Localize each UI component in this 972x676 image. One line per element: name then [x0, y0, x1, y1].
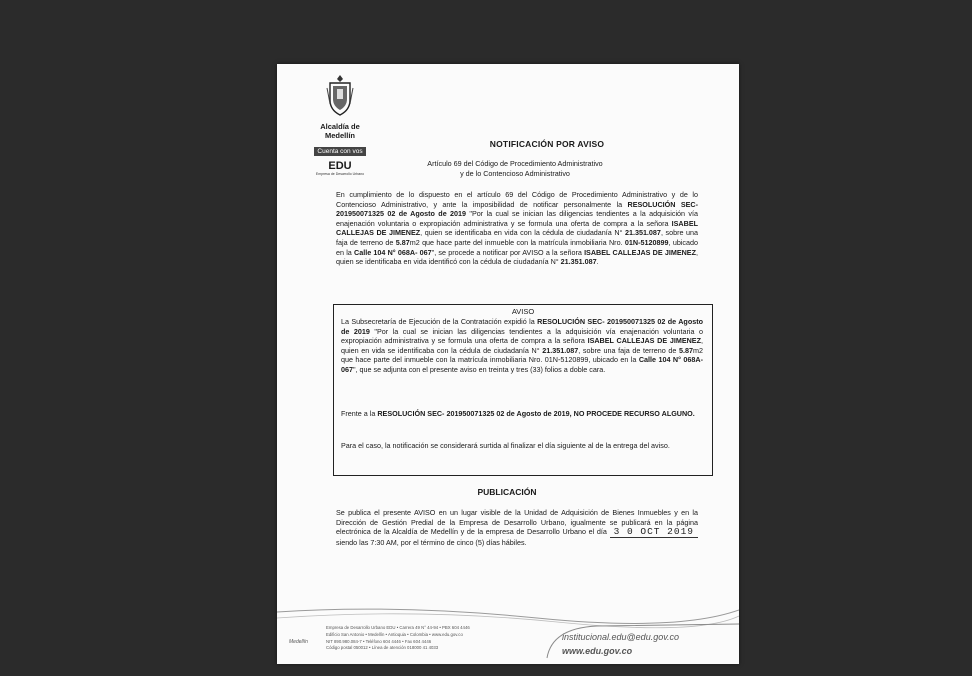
footer-address-line: Código postal 050012 • Línea de atención 018000 41 4033	[326, 645, 439, 651]
text-run: "Por la cual se inician las diligencias tendientes a la adquisición vía enajenación voluntaria o expropiación administrativa y se formula una oferta de compra a la señora	[341, 326, 703, 346]
bold-text-run: ISABEL CALLEJAS DE JIMENEZ	[587, 336, 701, 346]
bold-text-run: Calle 104 N° 068A- 067	[354, 247, 432, 257]
legal-reference	[385, 159, 645, 179]
text-run: m2 que hace parte del inmueble con la matrícula inmobiliaria Nro.	[409, 237, 625, 247]
text-run: Frente a la	[341, 409, 378, 418]
text-run: , quien en vida se identificaba con la cédula de ciudadanía N°	[341, 336, 703, 355]
bold-text-run: RESOLUCIÓN SEC- 201950071325 02 de Agosto de 2019, NO PROCEDE RECURSO ALGUNO.	[377, 409, 695, 418]
edu-subtitle: Empresa de Desarrollo Urbano	[315, 172, 365, 176]
bold-text-run: Calle 104 N° 068A- 067	[341, 355, 703, 374]
text-run: ", que se adjunta con el presente aviso en treinta y tres (33) folios a doble cara.	[353, 364, 606, 374]
bold-text-run: 21.351.087	[542, 345, 579, 355]
footer-address	[326, 625, 526, 652]
publication-text-end: siendo las 7:30 AM, por el término de cinco (5) días hábiles.	[336, 537, 527, 547]
footer-website-link[interactable]: www.edu.gov.co	[562, 646, 633, 656]
bold-text-run: 5.87	[679, 345, 693, 355]
aviso-paragraph	[341, 317, 703, 375]
aviso-recurso-paragraph	[341, 409, 703, 419]
text-run: En cumplimiento de lo dispuesto en el artículo 69 del Código de Procedimiento Administrativo y de lo Contencioso Administrativo, y ante la imposibilidad de notificar personalmente la	[336, 190, 698, 209]
publication-title: PUBLICACIÓN	[477, 487, 537, 497]
footer-address-line: NIT 890.980.084-7 • Teléfono 604 4446 • Fax 604 4446	[326, 638, 432, 644]
bold-text-run: RESOLUCIÓN SEC- 201950071325 02 de Agosto de 2019	[341, 317, 703, 336]
coat-of-arms-icon	[325, 74, 355, 116]
footer-small-logo: Medellín	[289, 639, 308, 645]
publication-paragraph	[336, 508, 698, 547]
bold-text-run: 01N-5120899	[624, 237, 669, 247]
aviso-title: AVISO	[511, 307, 535, 316]
bold-text-run: 21.351.087	[624, 228, 661, 238]
aviso-notification-paragraph	[341, 441, 703, 451]
text-run: , ubicado en la	[336, 237, 699, 257]
bold-text-run: 5.87	[395, 237, 410, 247]
text-run: , sobre una faja de terreno de	[336, 228, 698, 247]
org-slogan: Cuenta con vos	[314, 147, 365, 156]
document-title: NOTIFICACIÓN POR AVISO	[489, 139, 605, 149]
bold-text-run: ISABEL CALLEJAS DE JIMENEZ	[584, 247, 696, 257]
footer-address-line: Empresa de Desarrollo Urbano EDU • Carrera 49 N° 44-94 • PBX 604 4446	[326, 625, 470, 630]
text-run: m2 que hace parte del inmueble con la matrícula inmobiliaria Nro. 01N-5120899, ubicado en la	[341, 345, 703, 365]
bold-text-run: RESOLUCIÓN SEC- 201950071325 02 de Agosto de 2019	[336, 199, 698, 219]
bold-text-run: 21.351.087	[560, 257, 597, 267]
footer-email-link[interactable]: institucional.edu@edu.gov.co	[562, 632, 680, 642]
header-logo	[305, 74, 375, 177]
footer-address-line: Edificio San Antonio • Medellín • Antioquia • Colombia • www.edu.gov.co	[326, 631, 463, 637]
document-page	[277, 64, 739, 664]
publication-text: Se publica el presente AVISO en un lugar visible de la Unidad de Adquisición de Bienes Inmuebles y en la Dirección de Gestión Predial de la Empresa de Desarrollo Urbano, igualmente se publicará en la página electrónica de la Alcaldía de Medellín y de la empresa de Desarrollo Urbano el día	[336, 508, 698, 537]
legal-reference-line: Artículo 69 del Código de Procedimiento Administrativo	[427, 159, 603, 168]
legal-reference-line: y de lo Contencioso Administrativo	[460, 169, 570, 178]
text-run: .	[596, 257, 599, 267]
intro-paragraph	[336, 190, 698, 267]
org-name: Alcaldía de Medellín	[320, 122, 360, 140]
text-run: , quien se identificaba en vida identificó con la cédula de ciudadanía N°	[336, 247, 698, 267]
edu-logo: EDU	[328, 160, 352, 172]
text-run: ", se procede a notificar por AVISO a la señora	[431, 247, 585, 257]
text-run: Para el caso, la notificación se considerará surtida al finalizar el día siguiente al de la entrega del aviso.	[341, 441, 670, 450]
aviso-box	[333, 304, 713, 476]
text-run: , sobre una faja de terreno de	[578, 345, 679, 355]
text-run: "Por la cual se inician las diligencias tendientes a la adquisición vía enajenación voluntaria o expropiación administrativa y se formula una oferta de compra a la señora	[336, 209, 698, 228]
text-run: La Subsecretaría de Ejecución de la Contratación expidió la	[341, 317, 538, 326]
bold-text-run: ISABEL CALLEJAS DE JIMENEZ	[336, 218, 698, 238]
date-stamp: 3 0 OCT 2019	[610, 527, 698, 538]
text-run: , quien se identificaba en vida con la cédula de ciudadanía N°	[420, 228, 625, 238]
